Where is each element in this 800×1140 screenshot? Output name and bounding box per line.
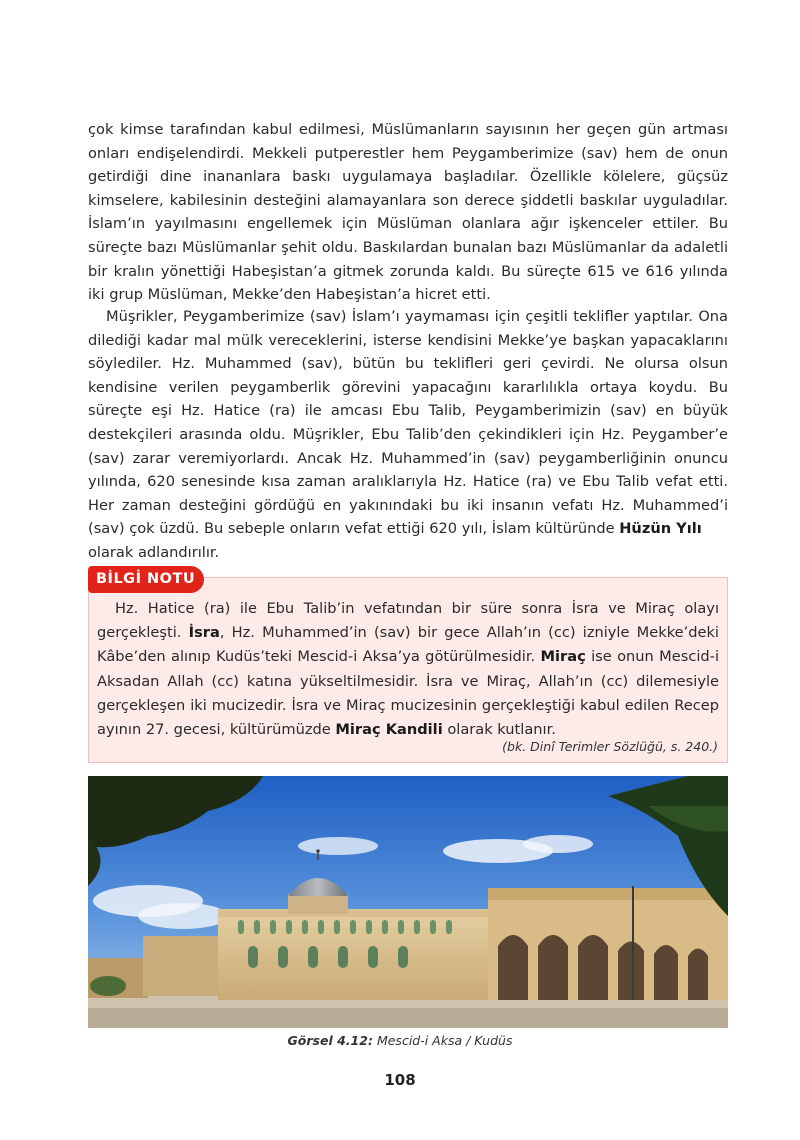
- paragraph-2: [88, 305, 728, 565]
- figure-caption: [0, 1033, 800, 1048]
- note-text-1: Hz. Hatice (ra) ile Ebu Talib’in vefatından bir süre sonra İsra ve Miraç olayı gerçekleşti.: [97, 600, 719, 642]
- info-note-text: [97, 597, 719, 742]
- note-term-mirac: Miraç: [540, 648, 586, 666]
- note-text-3: ise onun Mescid-i Aksadan Allah (cc) katına yükseltilmesidir. İsra ve Miraç, Allah’ın (cc) dilemesiyle gerçekleşen iki mucizedir. İsra ve Miraç mucizesinin gerçekleştiği kabul edilen Recep ayının 27. gecesi, kültürümüzde: [97, 648, 719, 739]
- figure-label: Görsel 4.12:: [287, 1033, 373, 1048]
- photo-mescid-i-aksa: [88, 776, 728, 1028]
- note-text-2: , Hz. Muhammed’in (sav) bir gece Allah’ın (cc) izniyle Mekke’deki Kâbe’den alınıp Kudüs’teki Mescid-i Aksa’ya götürülmesidir.: [97, 624, 719, 666]
- bold-term-huzun-yili: Hüzün Yılı: [619, 520, 702, 538]
- note-term-mirac-kandili: Miraç Kandili: [335, 721, 443, 739]
- note-text-4: olarak kutlanır.: [447, 721, 556, 739]
- page-number: 108: [384, 1071, 416, 1089]
- figure-caption-text: Mescid-i Aksa / Kudüs: [376, 1033, 513, 1048]
- note-term-isra: İsra: [188, 624, 220, 642]
- paragraph-2-tail: olarak adlandırılır.: [88, 543, 220, 561]
- paragraph-2-text: Müşrikler, Peygamberimize (sav) İslam’ı yaymaması için çeşitli teklifler yaptılar. Ona dilediği kadar mal mülk vereceklerini, isterse kendisini Mekke’ye başkan yapacaklarını söylediler. Hz. Muhammed (sav), bütün bu teklifleri geri çevirdi. Ne olursa olsun kendisine verilen peygamberlik görevini yapacağını kararlılıkla ortaya koydu. Bu süreçte eşi Hz. Hatice (ra) ile amcası Ebu Talib, Peygamberimizin (sav) en büyük destekçileri arasında oldu. Müşrikler, Ebu Talib’den çekindikleri için Hz. Peygamber’e (sav) zarar veremiyorlardı. Ancak Hz. Muhammed’in (sav) peygamberliğinin onuncu yılında, 620 senesinde kısa zaman aralıklarıyla Hz. Hatice (ra) ve Ebu Talib vefat etti. Her zaman desteğini gördüğü en yakınındaki bu iki insanın vefatı Hz. Muhammed’i (sav) çok üzdü. Bu sebeple onların vefat ettiği 620 yılı, İslam kültüründe: [88, 308, 728, 538]
- info-note-reference: (bk. Dinî Terimler Sözlüğü, s. 240.): [502, 739, 718, 754]
- paragraph-1: çok kimse tarafından kabul edilmesi, Müslümanların sayısının her geçen gün artması onları endişelendirdi. Mekkeli putperestler hem Peygamberimize (sav) hem de onun getirdiği dine inananlara baskı uygulamaya başladılar. Özellikle kölelere, güçsüz kimselere, kabilesinin desteğini alamayanlara son derece şiddetli baskılar uyguladılar. İslam’ın yayılmasını engellemek için Müslüman olanlara ağır işkenceler ettiler. Bu süreçte bazı Müslümanlar şehit oldu. Baskılardan bunalan bazı Müslümanlar da adaletli bir kralın yönettiği Habeşistan’a gitmek zorunda kaldı. Bu süreçte 615 ve 616 yılında iki grup Müslüman, Mekke’den Habeşistan’a hicret etti.: [88, 121, 728, 304]
- info-note-label: BİLGİ NOTU: [88, 566, 204, 593]
